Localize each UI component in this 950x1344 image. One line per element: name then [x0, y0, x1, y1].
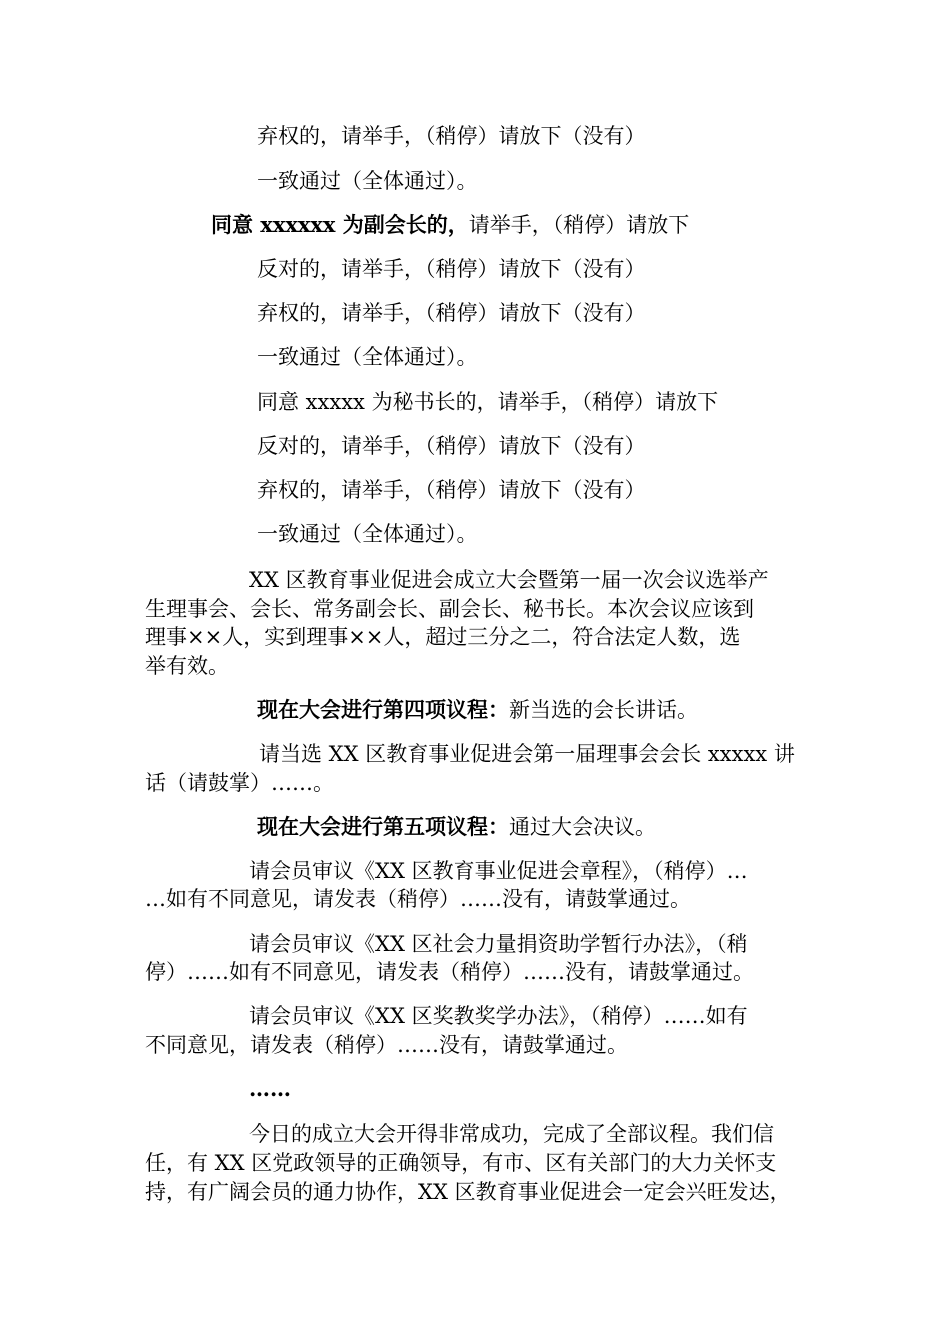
text-line: 一致通过（全体通过）。: [257, 522, 478, 546]
text-line: 停）……如有不同意见，请发表（稍停）……没有，请鼓掌通过。: [145, 960, 754, 984]
text-line: 生理事会、会长、常务副会长、副会长、秘书长。本次会议应该到: [145, 597, 754, 621]
agenda-heading: 现在大会进行第四项议程：: [257, 697, 509, 722]
ellipsis-line: ……: [249, 1076, 291, 1101]
text-line: 请会员审议《XX 区社会力量捐资助学暂行办法》，（稍: [249, 932, 748, 956]
text-run: 通过大会决议。: [509, 815, 656, 839]
text-run: 请举手，（稍停）请放下: [468, 213, 690, 237]
text-line: 持，有广阔会员的通力协作，XX 区教育事业促进会一定会兴旺发达，: [145, 1180, 791, 1204]
text-line: 弃权的，请举手，（稍停）请放下（没有）: [257, 301, 646, 325]
text-line: 理事××人，实到理事××人，超过三分之二，符合法定人数，选: [145, 625, 741, 649]
text-line: 反对的，请举手，（稍停）请放下（没有）: [257, 434, 646, 458]
text-line: …如有不同意见，请发表（稍停）……没有，请鼓掌通过。: [145, 887, 691, 911]
text-line: [257, 695, 698, 725]
text-line: 举有效。: [145, 654, 229, 678]
text-line: 弃权的，请举手，（稍停）请放下（没有）: [257, 124, 646, 148]
text-line: 一致通过（全体通过）。: [257, 169, 478, 193]
bold-lead: 同意 xxxxxx 为副会长的，: [211, 212, 469, 237]
text-line: XX 区教育事业促进会成立大会暨第一届一次会议选举产: [249, 568, 769, 592]
text-line: 今日的成立大会开得非常成功，完成了全部议程。我们信: [249, 1122, 774, 1146]
text-run: 新当选的会长讲话。: [509, 698, 698, 722]
text-line: [211, 210, 689, 240]
text-line: 任，有 XX 区党政领导的正确领导，有市、区有关部门的大力关怀支: [145, 1151, 777, 1175]
text-line: 一致通过（全体通过）。: [257, 345, 478, 369]
agenda-heading: 现在大会进行第五项议程：: [257, 814, 509, 839]
text-line: 请当选 XX 区教育事业促进会第一届理事会会长 xxxxx 讲: [259, 742, 795, 766]
text-line: 请会员审议《XX 区教育事业促进会章程》，（稍停）…: [249, 859, 748, 883]
text-line: 话（请鼓掌）……。: [145, 771, 334, 795]
text-line: [257, 812, 656, 842]
text-line: 不同意见，请发表（稍停）……没有，请鼓掌通过。: [145, 1033, 628, 1057]
text-line: 请会员审议《XX 区奖教奖学办法》，（稍停）……如有: [249, 1004, 748, 1028]
text-line: 同意 xxxxx 为秘书长的，请举手，（稍停）请放下: [257, 390, 719, 414]
text-line: 反对的，请举手，（稍停）请放下（没有）: [257, 257, 646, 281]
text-line: 弃权的，请举手，（稍停）请放下（没有）: [257, 478, 646, 502]
